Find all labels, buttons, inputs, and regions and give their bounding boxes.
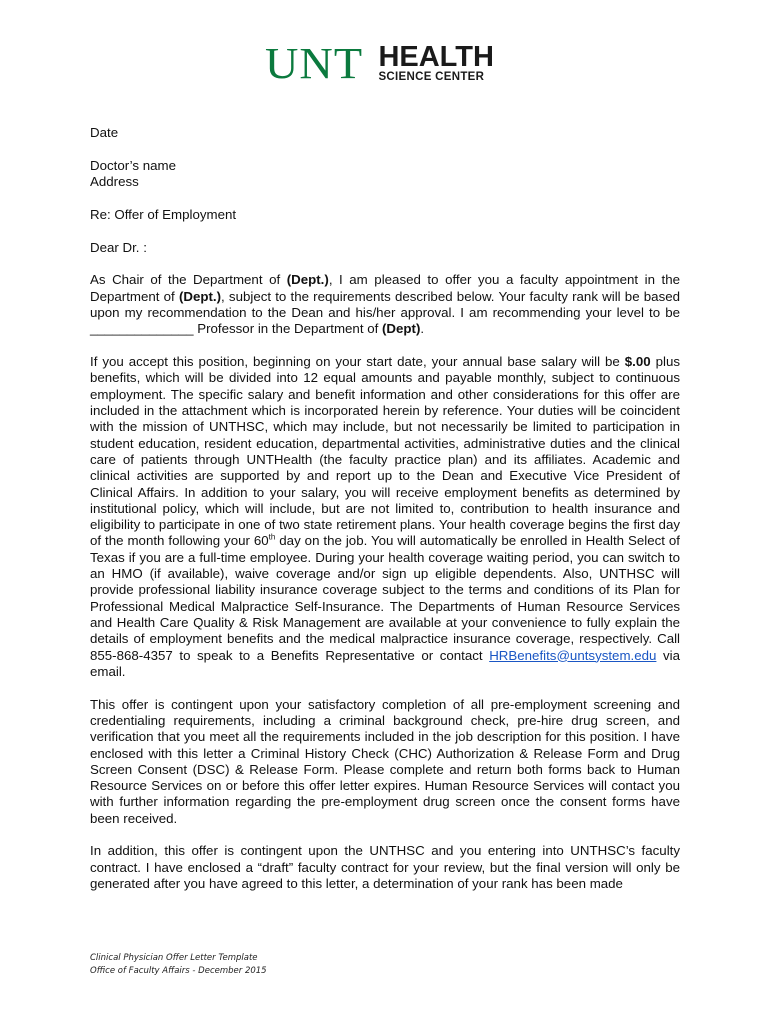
benefits-email-link[interactable]: HRBenefits@untsystem.edu (489, 647, 657, 663)
subject-line: Re: Offer of Employment (90, 206, 237, 222)
logo-health-text: HEALTH (378, 41, 494, 73)
logo-wordmark (378, 41, 494, 84)
page-footer (90, 952, 267, 978)
dept-placeholder: (Dept.) (178, 288, 222, 304)
doctor-name-line: Doctor’s name (90, 157, 176, 173)
paragraph-salary-benefits: If you accept this position, beginning on your start date, your annual base salary will be $.00 plus benefits, which will be divided into 12 equal amounts and payable monthly, subject to continuous employment. The specific salary and benefit information and other considerations for this offer are included in the attachment which is incorporated herein by reference. Your duties will be coincident with the mission of UNTHSC, which may include, but not necessarily be limited to participation in student education, resident education, departmental activities, administrative duties and the clinical care of patients through UNTHealth (the faculty practice plan) and its affiliates. Academic and clinical activities are supported by and report up to the Dean and Executive Vice President of Clinical Affairs. In addition to your salary, you will receive employment benefits as determined by institutional policy, which will include, but are not limited to, contribution to health insurance and eligibility to participate in one of two state retirement plans. Your health coverage begins the first day of the month following your 60th day on the job. You will automatically be enrolled in Health Select of Texas if you are a full-time employee. During your health coverage waiting period, you can switch to an HMO (if available), waive coverage and/or sign up eligible dependents. Also, UNTHSC will provide professional liability insurance coverage subject to the terms and conditions of its Plan for Professional Medical Malpractice Self-Insurance. The Departments of Human Resource Services and Health Care Quality & Risk Management are available at your convenience to fully explain the details of employment benefits and the medical malpractice insurance coverage, respectively. Call 855-868-4357 to speak to a Benefits Representative or contact HRBenefits@untsystem.edu via email. (90, 354, 681, 679)
salutation: Dear Dr. : (90, 239, 147, 255)
logo-unt-text: UNT (265, 39, 364, 88)
paragraph-contract: In addition, this offer is contingent upon the UNTHSC and you entering into UNTHSC’s faculty contract. I have enclosed a “draft” faculty contract for your review, but the final version will only be generated after you have agreed to this letter, a determination of your rank has been made (90, 843, 680, 892)
dept-placeholder: (Dept) (382, 321, 421, 337)
footer-template-name: Clinical Physician Offer Letter Template (90, 953, 258, 963)
dept-placeholder: (Dept.) (286, 272, 329, 288)
paragraph-screening: This offer is contingent upon your satisfactory completion of all pre-employment screening and credentialing requirements, including a criminal background check, pre-hire drug screen, and verification that you meet all the requirements included in the job description for this position. I have enclosed with this letter a Criminal History Check (CHC) Authorization & Release Form and Drug Screen Consent (DSC) & Release Form. Please complete and return both forms back to Human Resource Services on or before this offer letter expires. Human Resource Services will contact you with further information regarding the pre-employment drug screen once the consent forms have been received. (90, 696, 680, 826)
date-line: Date (90, 125, 119, 140)
paragraph-appointment: As Chair of the Department of (Dept.), I am pleased to offer you a faculty appointment in the Department of (Dept.), subject to the requirements described below. Your faculty rank will be based upon my recommendation to the Dean and his/her approval. I am recommending your level to be ______________ Professor in the Department of (Dept). (90, 272, 681, 337)
logo-science-center-text: SCIENCE CENTER (378, 71, 485, 83)
letter-body (90, 125, 680, 892)
address-line: Address (90, 174, 139, 190)
salary-placeholder: $.00 (624, 354, 651, 370)
footer-office-date: Office of Faculty Affairs - December 2015 (90, 966, 267, 976)
unt-health-logo (265, 39, 494, 88)
